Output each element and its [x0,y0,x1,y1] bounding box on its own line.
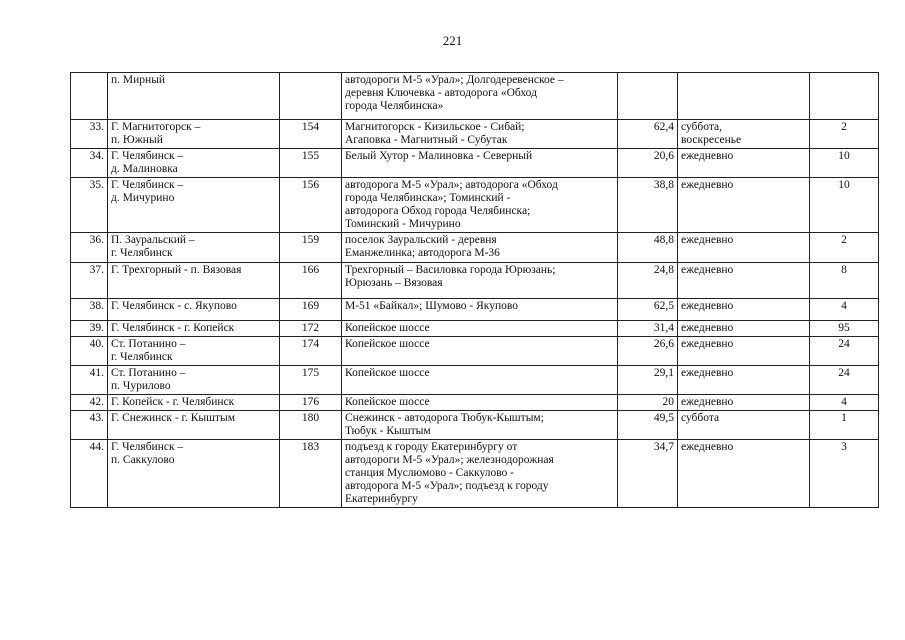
route-path-cell-line: Магнитогорск - Кизильское - Сибай; [345,121,525,133]
routes-table-body [71,73,879,508]
row-number-cell: 44. [71,440,108,508]
page-number: 221 [442,33,463,48]
route-path-cell [342,178,618,233]
route-name-cell-line: Г. Копейск - г. Челябинск [111,396,235,408]
route-path-cell-line: деревня Ключевка - автодорога «Обход [345,87,537,99]
row-number-cell: 43. [71,411,108,440]
row-number-cell: 38. [71,299,108,321]
table-row [71,411,879,440]
schedule-cell [678,149,810,178]
schedule-cell-line: ежедневно [681,264,734,276]
table-row [71,299,879,321]
schedule-cell-line: суббота [681,412,720,424]
schedule-cell [678,299,810,321]
route-path-cell [342,73,618,120]
schedule-cell [678,395,810,411]
trips-count-cell: 95 [810,321,879,337]
route-name-cell-line: г. Челябинск [111,351,173,363]
route-path-cell-line: станция Муслюмово - Саккулово - [345,467,515,479]
route-path-cell-line: автодороги М-5 «Урал»; железнодорожная [345,454,554,466]
route-path-cell-line: Юрюзань – Вязовая [345,277,443,289]
table-row [71,178,879,233]
trips-count-cell: 3 [810,440,879,508]
schedule-cell-line: ежедневно [681,179,734,191]
route-path-cell-line: Агаповка - Магнитный - Субутак [345,134,508,146]
table-row [71,120,879,149]
route-name-cell [108,149,280,178]
row-number-cell: 41. [71,366,108,395]
route-name-cell [108,299,280,321]
route-name-cell-line: д. Малиновка [111,163,178,175]
route-path-cell [342,337,618,366]
route-path-cell [342,233,618,263]
route-length-cell: 48,8 [618,233,678,263]
route-name-cell [108,337,280,366]
route-number-cell: 180 [280,411,342,440]
route-name-cell [108,411,280,440]
route-number-cell: 183 [280,440,342,508]
route-path-cell-line: города Челябинска» [345,100,444,112]
trips-count-cell: 4 [810,395,879,411]
route-number-cell: 169 [280,299,342,321]
route-path-cell [342,263,618,299]
route-path-cell-line: города Челябинска»; Томинский - [345,192,511,204]
route-name-cell-line: г. Челябинск [111,247,173,259]
route-name-cell-line: Г. Челябинск - с. Якупово [111,300,237,312]
route-number-cell: 172 [280,321,342,337]
route-length-cell: 38,8 [618,178,678,233]
route-path-cell [342,366,618,395]
route-path-cell-line: автодороги М-5 «Урал»; Долгодеревенское – [345,74,564,86]
route-name-cell-line: Г. Челябинск - г. Копейск [111,322,235,334]
schedule-cell [678,233,810,263]
route-name-cell-line: Г. Челябинск – [111,179,184,191]
route-name-cell-line: Г. Магнитогорск – [111,121,201,133]
route-path-cell-line: Копейское шоссе [345,322,430,334]
table-row [71,233,879,263]
route-name-cell [108,263,280,299]
schedule-cell-line: воскресенье [681,134,742,146]
route-number-cell: 156 [280,178,342,233]
route-name-cell [108,321,280,337]
table-row [71,149,879,178]
row-number-cell: 40. [71,337,108,366]
route-path-cell-line: Копейское шоссе [345,367,430,379]
schedule-cell [678,411,810,440]
route-name-cell-line: П. Зауральский – [111,234,195,246]
route-number-cell: 159 [280,233,342,263]
trips-count-cell: 8 [810,263,879,299]
route-name-cell [108,440,280,508]
route-number-cell: 166 [280,263,342,299]
route-path-cell-line: Трехгорный – Василовка города Юрюзань; [345,264,556,276]
route-path-cell-line: Копейское шоссе [345,396,430,408]
route-length-cell: 62,5 [618,299,678,321]
route-number-cell: 176 [280,395,342,411]
row-number-cell: 34. [71,149,108,178]
table-row [71,440,879,508]
route-length-cell: 20 [618,395,678,411]
route-name-cell-line: Г. Челябинск – [111,150,184,162]
route-name-cell [108,395,280,411]
trips-count-cell [810,73,879,120]
table-row [71,73,879,120]
trips-count-cell: 10 [810,178,879,233]
route-name-cell-line: Г. Снежинск - г. Кыштым [111,412,236,424]
route-path-cell-line: Белый Хутор - Малиновка - Северный [345,150,533,162]
route-path-cell [342,321,618,337]
schedule-cell-line: ежедневно [681,322,734,334]
route-path-cell [342,299,618,321]
row-number-cell: 39. [71,321,108,337]
trips-count-cell: 4 [810,299,879,321]
row-number-cell: 35. [71,178,108,233]
route-path-cell-line: Копейское шоссе [345,338,430,350]
route-path-cell [342,440,618,508]
route-length-cell: 24,8 [618,263,678,299]
row-number-cell: 36. [71,233,108,263]
route-length-cell: 34,7 [618,440,678,508]
route-path-cell-line: Тюбук - Кыштым [345,425,431,437]
route-name-cell-line: Г. Трехгорный - п. Вязовая [111,264,242,276]
schedule-cell-line: ежедневно [681,338,734,350]
route-name-cell-line: п. Мирный [111,74,166,86]
schedule-cell [678,337,810,366]
route-number-cell: 155 [280,149,342,178]
route-path-cell-line: автодорога М-5 «Урал»; подъезд к городу [345,480,549,492]
route-path-cell [342,149,618,178]
schedule-cell-line: ежедневно [681,150,734,162]
trips-count-cell: 24 [810,366,879,395]
table-row [71,321,879,337]
route-length-cell: 62,4 [618,120,678,149]
route-path-cell-line: подъезд к городу Екатеринбургу от [345,441,518,453]
route-length-cell: 31,4 [618,321,678,337]
route-path-cell-line: М-51 «Байкал»; Шумово - Якупово [345,300,518,312]
route-path-cell [342,395,618,411]
schedule-cell [678,366,810,395]
route-number-cell: 174 [280,337,342,366]
route-path-cell-line: Снежинск - автодорога Тюбук-Кыштым; [345,412,544,424]
route-name-cell-line: Г. Челябинск – [111,441,184,453]
schedule-cell [678,440,810,508]
route-path-cell-line: Еманжелинка; автодорога М-36 [345,247,500,259]
row-number-cell: 33. [71,120,108,149]
schedule-cell-line: ежедневно [681,367,734,379]
route-name-cell [108,178,280,233]
route-name-cell-line: д. Мичурино [111,192,175,204]
route-number-cell: 154 [280,120,342,149]
table-row [71,263,879,299]
route-length-cell: 49,5 [618,411,678,440]
table-row [71,395,879,411]
route-name-cell-line: Ст. Потанино – [111,338,186,350]
schedule-cell [678,263,810,299]
routes-table [70,72,879,508]
row-number-cell [71,73,108,120]
route-number-cell [280,73,342,120]
route-name-cell-line: п. Чурилово [111,380,171,392]
schedule-cell-line: ежедневно [681,441,734,453]
table-row [71,366,879,395]
route-name-cell-line: п. Южный [111,134,163,146]
route-length-cell: 29,1 [618,366,678,395]
route-name-cell [108,120,280,149]
trips-count-cell: 24 [810,337,879,366]
route-name-cell-line: п. Саккулово [111,454,175,466]
route-length-cell: 20,6 [618,149,678,178]
table-row [71,337,879,366]
route-path-cell-line: автодорога М-5 «Урал»; автодорога «Обход [345,179,558,191]
trips-count-cell: 10 [810,149,879,178]
schedule-cell [678,178,810,233]
row-number-cell: 42. [71,395,108,411]
route-name-cell [108,233,280,263]
route-path-cell-line: Томинский - Мичурино [345,218,461,230]
trips-count-cell: 2 [810,120,879,149]
route-length-cell [618,73,678,120]
route-name-cell-line: Ст. Потанино – [111,367,186,379]
row-number-cell: 37. [71,263,108,299]
schedule-cell-line: ежедневно [681,300,734,312]
schedule-cell [678,73,810,120]
route-number-cell: 175 [280,366,342,395]
route-path-cell-line: поселок Зауральский - деревня [345,234,497,246]
route-path-cell-line: Екатеринбургу [345,493,418,505]
schedule-cell [678,321,810,337]
route-path-cell-line: автодорога Обход города Челябинска; [345,205,531,217]
schedule-cell-line: ежедневно [681,396,734,408]
route-name-cell [108,73,280,120]
trips-count-cell: 2 [810,233,879,263]
schedule-cell [678,120,810,149]
trips-count-cell: 1 [810,411,879,440]
route-length-cell: 26,6 [618,337,678,366]
route-path-cell [342,120,618,149]
route-path-cell [342,411,618,440]
route-name-cell [108,366,280,395]
schedule-cell-line: ежедневно [681,234,734,246]
schedule-cell-line: суббота, [681,121,722,133]
